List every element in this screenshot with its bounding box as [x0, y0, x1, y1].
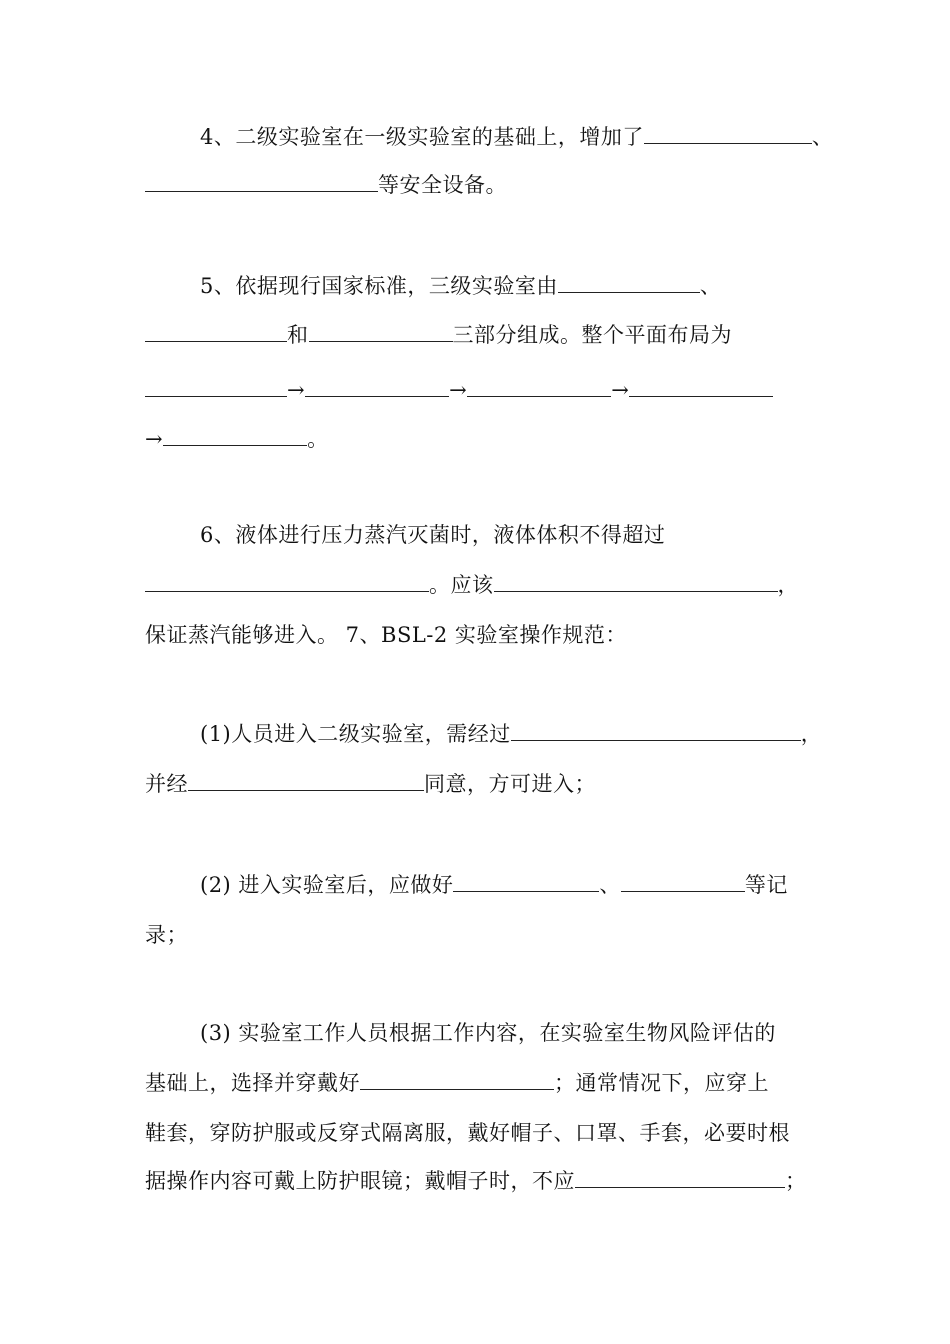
item2-line1 [200, 870, 788, 900]
item3-text-gear: 鞋套，穿防护服或反穿式隔离服，戴好帽子、口罩、手套，必要时根 [145, 1121, 790, 1145]
item3-text: (3) 实验室工作人员根据工作内容，在实验室生物风险评估的 [200, 1021, 776, 1045]
blank[interactable] [575, 1167, 785, 1188]
item2-text-record: 录； [145, 923, 188, 947]
separator: 、 [699, 274, 722, 298]
q4-line2 [145, 170, 507, 200]
blank[interactable] [145, 171, 378, 192]
q5-and: 和 [287, 323, 309, 347]
q5-line4 [145, 424, 329, 454]
item1-text-approve: 并经 [145, 772, 188, 796]
blank[interactable] [494, 571, 778, 592]
blank[interactable] [305, 376, 449, 397]
item2-text-end: 等记 [744, 873, 788, 897]
separator: 、 [599, 873, 621, 897]
item1-text: (1)人员进入二级实验室，需经过 [200, 722, 511, 746]
item3-text-cap: 据操作内容可戴上防护眼镜；戴帽子时，不应 [145, 1169, 575, 1193]
item3-line2 [145, 1068, 769, 1098]
separator: ， [800, 722, 823, 746]
item3-line4 [145, 1166, 807, 1196]
arrow-icon: → [287, 378, 306, 402]
arrow-icon: → [145, 427, 164, 451]
q5-line1 [200, 271, 721, 301]
blank[interactable] [453, 871, 599, 892]
q6-q7-text: 保证蒸汽能够进入。 7、BSL-2 实验室操作规范： [145, 623, 627, 647]
item3-line3 [145, 1118, 790, 1148]
blank[interactable] [145, 571, 429, 592]
item1-line2 [145, 769, 596, 799]
q5-text: 5、依据现行国家标准，三级实验室由 [200, 274, 558, 298]
blank[interactable] [188, 770, 424, 791]
blank[interactable] [309, 321, 453, 342]
q4-text: 4、二级实验室在一级实验室的基础上，增加了 [200, 125, 644, 149]
q4-line1 [200, 122, 833, 152]
blank[interactable] [145, 321, 287, 342]
arrow-icon: → [449, 378, 468, 402]
arrow-icon: → [611, 378, 630, 402]
item3-text-wear: 基础上，选择并穿戴好 [145, 1071, 360, 1095]
blank[interactable] [360, 1069, 554, 1090]
item1-text-end: 同意，方可进入； [424, 772, 596, 796]
blank[interactable] [644, 123, 812, 144]
q5-end: 。 [307, 427, 329, 451]
q6-text-should: 。应该 [429, 573, 494, 597]
blank[interactable] [145, 376, 287, 397]
blank[interactable] [511, 720, 801, 741]
separator: ， [777, 573, 799, 597]
q4-text-end: 等安全设备。 [378, 173, 507, 197]
q5-line3 [145, 375, 773, 405]
q5-line2 [145, 320, 732, 350]
separator: ； [785, 1169, 807, 1193]
q6-text: 6、液体进行压力蒸汽灭菌时，液体体积不得超过 [200, 523, 666, 547]
blank[interactable] [629, 376, 773, 397]
q6-line3 [145, 620, 627, 650]
blank[interactable] [467, 376, 611, 397]
blank[interactable] [163, 425, 307, 446]
blank[interactable] [558, 272, 700, 293]
q5-text-layout: 三部分组成。整个平面布局为 [452, 323, 732, 347]
item2-line2 [145, 920, 188, 950]
item2-text: (2) 进入实验室后，应做好 [200, 873, 454, 897]
separator: 、 [811, 125, 834, 149]
item1-line1 [200, 719, 822, 749]
item3-text-normal: ；通常情况下，应穿上 [554, 1071, 769, 1095]
blank[interactable] [621, 871, 745, 892]
q6-line2 [145, 570, 799, 600]
item3-line1 [200, 1018, 776, 1048]
q6-line1 [200, 520, 665, 550]
